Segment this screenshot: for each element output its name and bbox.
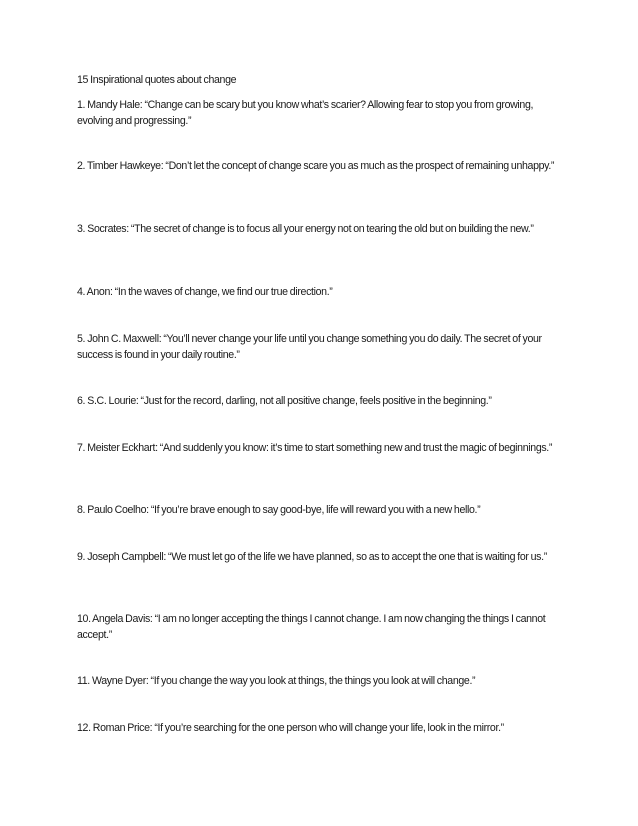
quote-3: 3. Socrates: “The secret of change is to focus all your energy not on tearing the old but on building the new.” [77, 223, 534, 235]
quote-7: 7. Meister Eckhart: “And suddenly you know: it’s time to start something new and trust the magic of beginnings.” [77, 442, 553, 454]
quote-1: 1. Mandy Hale: “Change can be scary but you know what’s scarier? Allowing fear to stop you from growing, evolving and progressing.” [77, 99, 534, 127]
document-title: 15 Inspirational quotes about change [77, 74, 237, 86]
quote-5: 5. John C. Maxwell: “You’ll never change your life until you change something you do daily. The secret of your success is found in your daily routine.” [77, 333, 542, 361]
quote-6: 6. S.C. Lourie: “Just for the record, darling, not all positive change, feels positive in the beginning.” [77, 395, 492, 407]
quote-2: 2. Timber Hawkeye: “Don’t let the concept of change scare you as much as the prospect of remaining unhappy.” [77, 160, 555, 172]
quote-9: 9. Joseph Campbell: “We must let go of the life we have planned, so as to accept the one that is waiting for us.” [77, 551, 547, 563]
quote-8: 8. Paulo Coelho: “If you’re brave enough to say good-bye, life will reward you with a new hello.” [77, 504, 481, 516]
quote-4: 4. Anon: “In the waves of change, we find our true direction.” [77, 286, 333, 298]
quote-12: 12. Roman Price: “If you’re searching for the one person who will change your life, look in the mirror.” [77, 722, 504, 734]
quote-11: 11. Wayne Dyer: “If you change the way you look at things, the things you look at will change.” [77, 675, 476, 687]
quote-10: 10. Angela Davis: “I am no longer accepting the things I cannot change. I am now changing the things I cannot accept.” [77, 613, 546, 641]
